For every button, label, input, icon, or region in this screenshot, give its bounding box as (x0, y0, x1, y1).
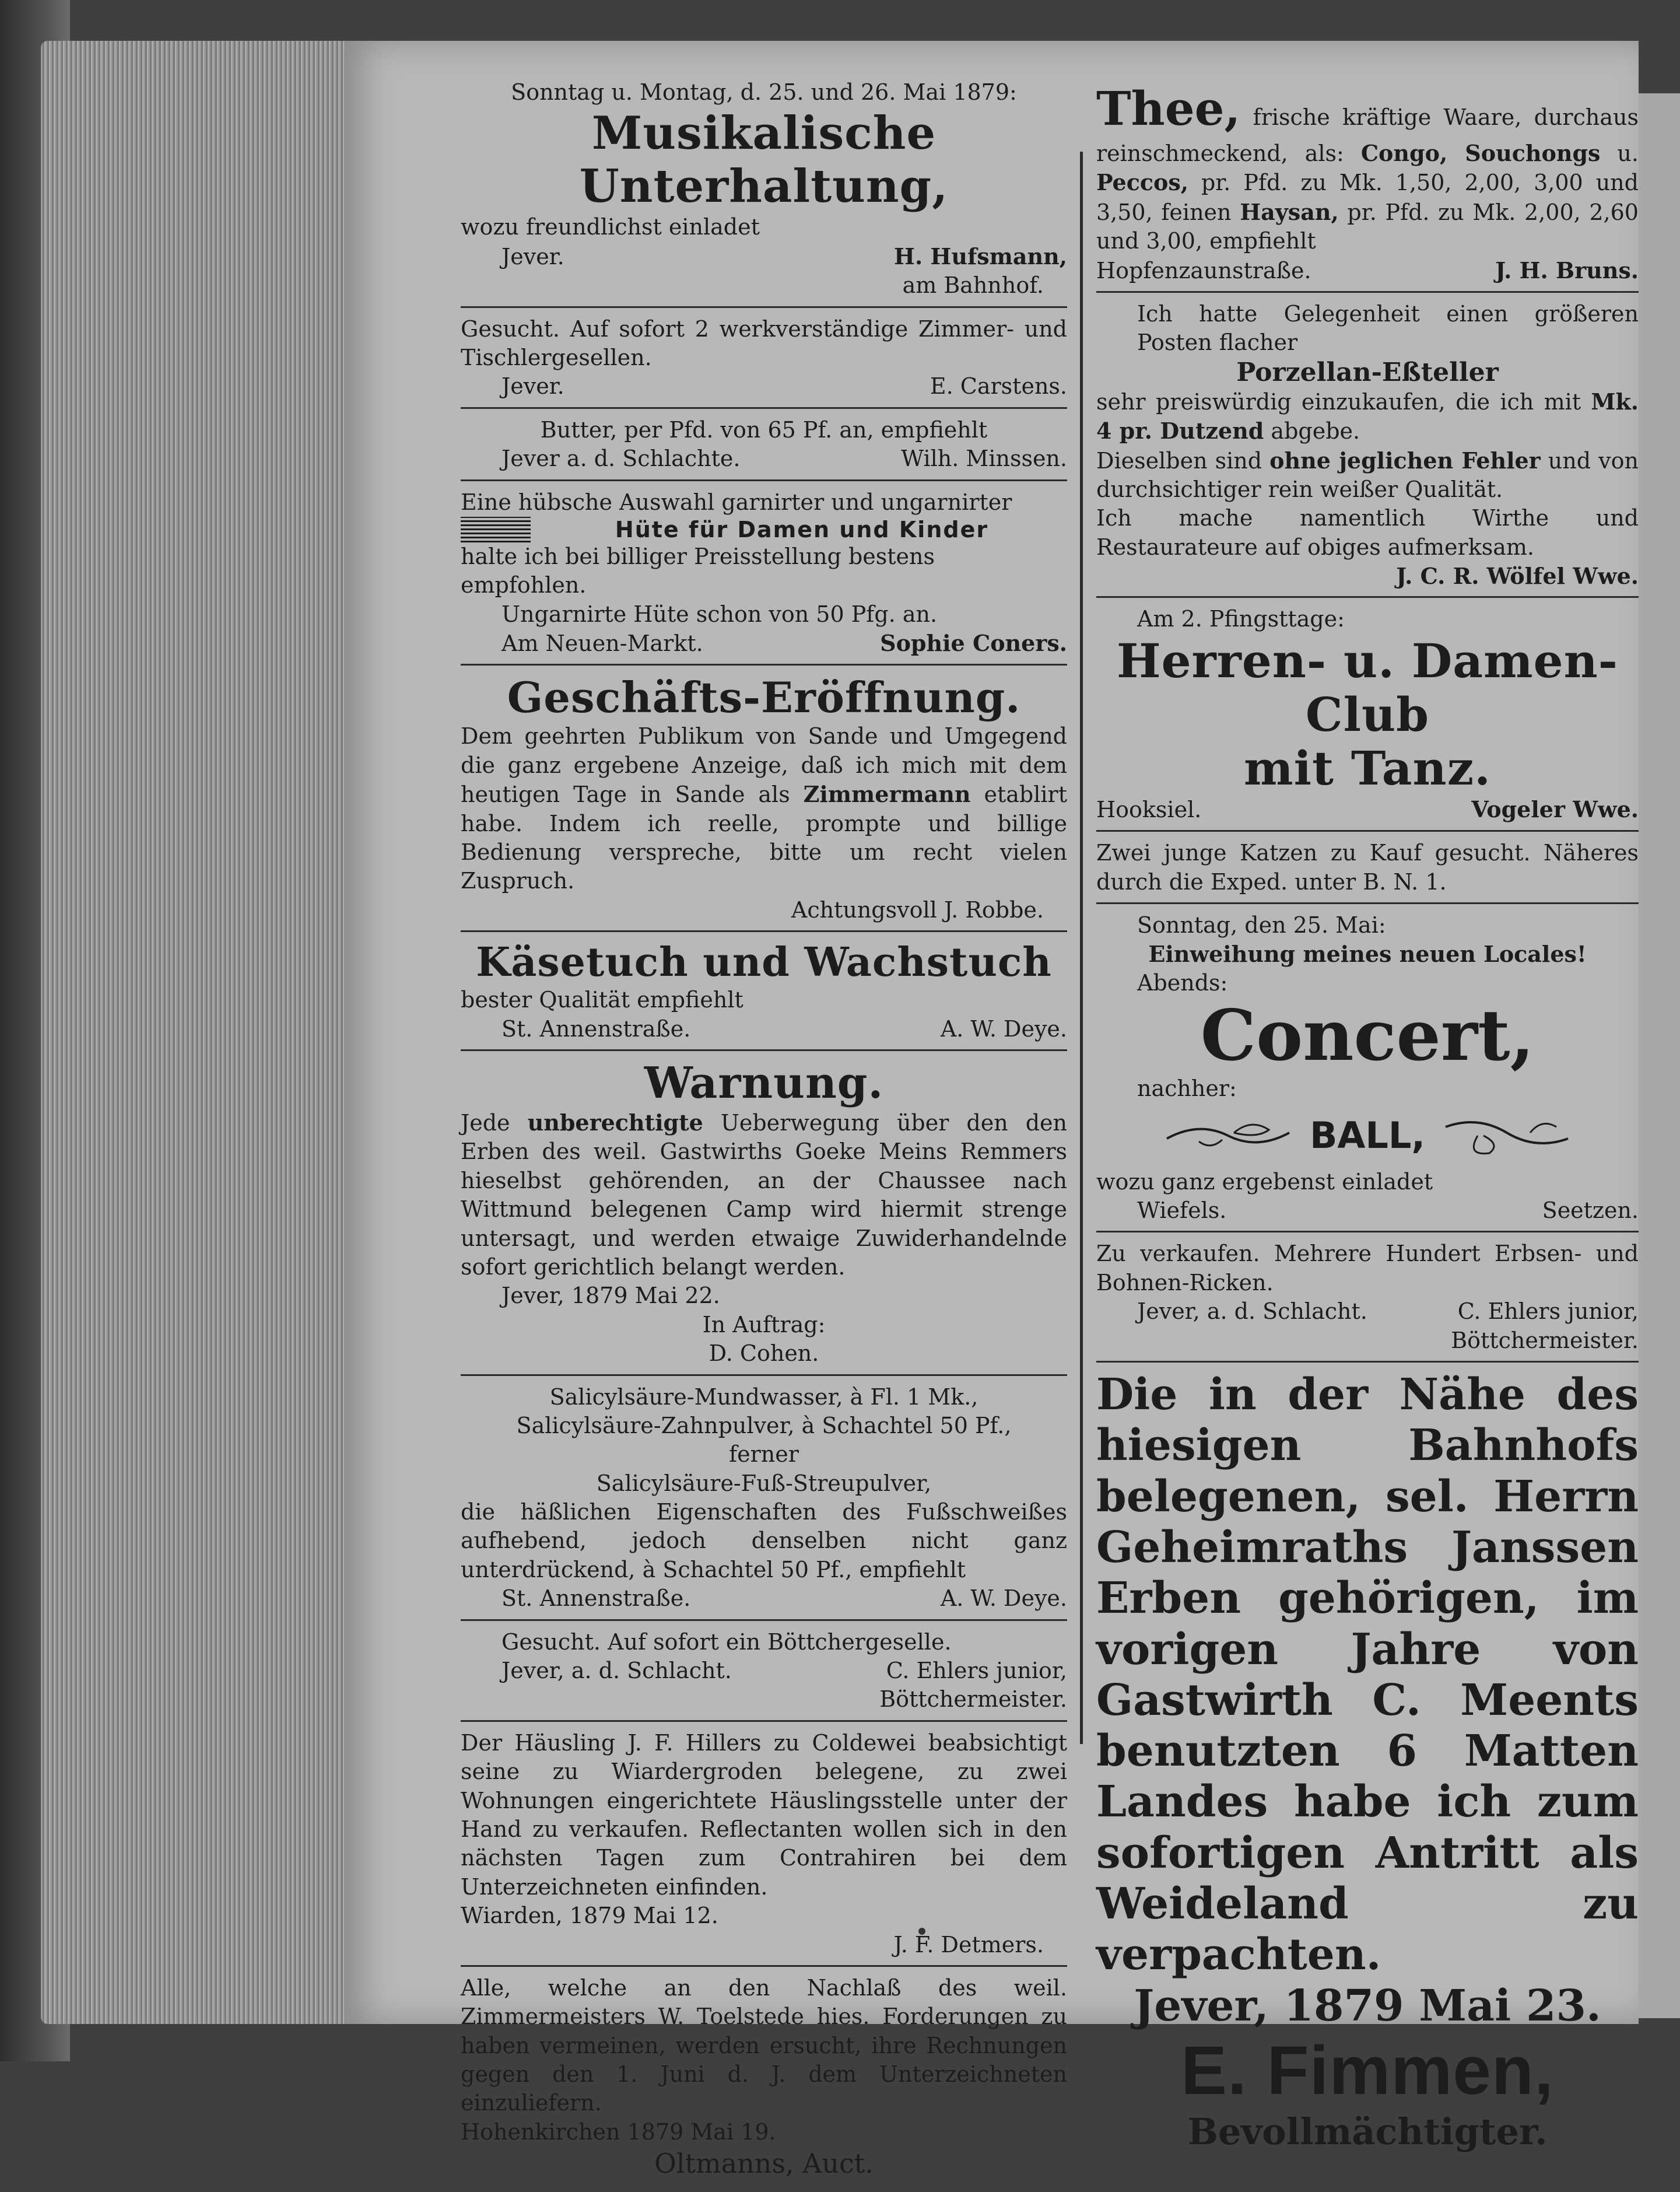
porzellan-b2: ohne jeglichen Fehler (1269, 447, 1541, 474)
concert-nachher: nachher: (1137, 1076, 1237, 1102)
warnung-t2: Ueberwegung über den den Erben des weil. Gastwirths Goeke Meins Remmers hieselbst gehörenden, an der Chaussee nach Wittmund belegenen Camp wird hiermit strenge untersagt, und werden etwaige Zuwiderhandelnde sofort gerichtlich belangt werden. (461, 1109, 1067, 1280)
warnung-title: Warnung. (644, 1058, 884, 1108)
musik-date: Sonntag u. Montag, d. 25. und 26. Mai 1879: (511, 79, 1017, 105)
porzellan-t4: Dieselben sind (1096, 447, 1262, 474)
butter-text: Butter, per Pfd. von 65 Pf. an, empfiehlt (540, 416, 988, 443)
porzellan-t5: und von durchsichtiger rein weißer Qualität. (1096, 447, 1639, 502)
thee-title: Thee, (1096, 81, 1241, 136)
katzen-text: Zwei junge Katzen zu Kauf gesucht. Näheres durch die Exped. unter B. N. 1. (1096, 840, 1639, 895)
huete-name: Sophie Coners. (880, 630, 1067, 657)
club-name: Vogeler Wwe. (1471, 796, 1639, 822)
musik-line: wozu freundlichst einladet (461, 214, 760, 240)
next-page-edge (1639, 93, 1680, 2018)
erbsen-name2: Böttchermeister. (1451, 1327, 1639, 1353)
musik-name: H. Hufsmann, (894, 243, 1067, 269)
ad-katzen (1096, 836, 1639, 904)
ad-nachlass (461, 1972, 1067, 2187)
ad-erbsen (1096, 1237, 1639, 1363)
nachlass-name: Oltmanns, Auct. (654, 2148, 874, 2180)
warnung-t1: Jede (461, 1109, 510, 1136)
huete-line3: Ungarnirte Hüte schon von 50 Pfg. an. (501, 601, 938, 627)
ad-warnung (461, 1056, 1067, 1376)
geschaeft-title: Geschäfts-Eröffnung. (507, 673, 1021, 723)
fimmen-date: Jever, 1879 Mai 23. (1134, 1980, 1601, 2031)
fimmen-sub: Bevollmächtigter. (1187, 2110, 1548, 2153)
club-title2: mit Tanz. (1244, 740, 1491, 796)
club-place: Hooksiel. (1096, 796, 1202, 822)
flourish-left-icon (1164, 1115, 1292, 1156)
ad-porzellan (1096, 297, 1639, 598)
porzellan-t3: abgebe. (1271, 418, 1360, 444)
fimmen-text: Die in der Nähe des hiesigen Bahnhofs belegenen, sel. Herrn Geheimraths Janssen Erben gehörigen, im vorigen Jahre von Gastwirth C. Meents benutzten 6 Matten Landes habe ich zum sofortigen Antritt als Weideland zu verpachten. (1096, 1369, 1639, 1980)
right-column (1096, 76, 1639, 2163)
ad-salicyl (461, 1381, 1067, 1621)
haeusling-date: Wiarden, 1879 Mai 12. (461, 1903, 718, 1929)
salicyl-l2: Salicylsäure-Zahnpulver, à Schachtel 50 Pf., (516, 1412, 1012, 1438)
flourish-right-icon (1443, 1109, 1571, 1162)
haeusling-text: Der Häusling J. F. Hillers zu Coldewei beabsichtigt seine zu Wiardergroden belegene, zu zwei Wohnungen eingerichtete Häuslingsstelle unter der Hand zu verkaufen. Reflectanten wollen sich in den nächsten Tagen zum Contrahiren bei dem Unterzeichneten einfinden. (461, 1729, 1067, 1900)
thee-b3: Haysan, (1240, 198, 1339, 225)
thee-name: J. H. Bruns. (1495, 257, 1639, 283)
huete-band: Hüte für Damen und Kinder (461, 517, 1067, 542)
warnung-bold: unberechtigte (527, 1109, 703, 1136)
geschaeft-text2: etablirt habe. Indem ich reelle, prompte und billige Bedienung verspreche, bitte um recht vielen Zuspruch. (461, 782, 1067, 894)
kaese-name: A. W. Deye. (940, 1016, 1067, 1042)
ad-geschaeft (461, 670, 1067, 932)
gesucht1-place: Jever. (501, 373, 564, 400)
geschaeft-text1: Dem geehrten Publikum von Sande und Umgegend die ganz ergebene Anzeige, daß ich mich mit dem heutigen Tage in Sande als (461, 723, 1067, 808)
warnung-name: D. Cohen. (709, 1340, 819, 1367)
concert-date: Sonntag, den 25. Mai: (1137, 912, 1386, 939)
erbsen-text: Zu verkaufen. Mehrere Hundert Erbsen- und Bohnen-Ricken. (1096, 1241, 1639, 1295)
thee-t1: frische kräftige Waare, durchaus reinschmeckend, als: (1096, 104, 1639, 166)
salicyl-l3: ferner (729, 1441, 799, 1468)
ad-musik (461, 76, 1067, 308)
concert-ball: BALL, (1310, 1114, 1425, 1157)
gesucht2-place: Jever, a. d. Schlacht. (501, 1658, 732, 1684)
gesucht2-name: C. Ehlers junior, (886, 1658, 1067, 1684)
porzellan-title: Porzellan-Eßteller (1236, 357, 1499, 387)
thee-t2: u. (1617, 141, 1639, 166)
fimmen-name: E. Fimmen, (1181, 2032, 1554, 2109)
thee-b2: Peccos, (1096, 169, 1188, 196)
musik-title: Musikalische Unterhaltung, (579, 107, 949, 213)
page-edges (41, 41, 344, 2024)
thee-place: Hopfenzaunstraße. (1096, 257, 1311, 283)
ad-gesucht-boettcher (461, 1626, 1067, 1722)
geschaeft-bold: Zimmermann (803, 781, 971, 808)
concert-line: wozu ganz ergebenst einladet (1096, 1168, 1433, 1195)
kaese-title: Käsetuch und Wachstuch (476, 939, 1052, 986)
ad-thee (1096, 76, 1639, 293)
concert-title: Concert, (1200, 995, 1535, 1077)
club-date: Am 2. Pfingsttage: (1137, 606, 1345, 632)
salicyl-name: A. W. Deye. (940, 1585, 1067, 1612)
geschaeft-sign: Achtungsvoll J. Robbe. (791, 897, 1044, 923)
kaese-place: St. Annenstraße. (501, 1016, 691, 1042)
porzellan-t2: sehr preiswürdig einzukaufen, die ich mit (1096, 388, 1581, 415)
thee-t4: pr. Pfd. zu Mk. 2,00, 2,60 und 3,00, empfiehlt (1096, 199, 1639, 254)
huete-line1: Eine hübsche Auswahl garnirter und ungarnirter (461, 489, 1012, 515)
club-title1: Herren- u. Damen-Club (1117, 633, 1618, 742)
huete-line2: halte ich bei billiger Preisstellung bestens empfohlen. (461, 543, 935, 598)
column-divider (1080, 152, 1083, 1744)
ad-club (1096, 603, 1639, 832)
gesucht1-text: Gesucht. Auf sofort 2 werkverständige Zimmer- und Tischlergesellen. (461, 316, 1067, 370)
concert-place: Wiefels. (1137, 1197, 1227, 1223)
butter-place: Jever a. d. Schlachte. (501, 446, 741, 472)
musik-name2: am Bahnhof. (902, 272, 1044, 299)
erbsen-name: C. Ehlers junior, (1457, 1298, 1639, 1325)
porzellan-t1: Ich hatte Gelegenheit einen größeren Posten flacher (1137, 300, 1639, 356)
huete-place: Am Neuen-Markt. (501, 631, 703, 657)
musik-place: Jever. (501, 243, 564, 269)
gesucht1-name: E. Carstens. (930, 373, 1067, 400)
concert-abends: Abends: (1137, 969, 1228, 996)
ad-fimmen (1096, 1367, 1639, 2159)
ad-butter (461, 414, 1067, 481)
nachlass-date: Hohenkirchen 1879 Mai 19. (461, 2119, 776, 2145)
haeusling-name: J. F. Detmers. (893, 1931, 1044, 1958)
nachlass-text: Alle, welche an den Nachlaß des weil. Zimmermeisters W. Toelstede hies. Forderungen zu haben vermeinen, werden ersucht, ihre Rechnungen gegen den 1. Juni d. J. dem Unterzeichneten einzuliefern. (461, 1974, 1067, 2116)
salicyl-l4: Salicylsäure-Fuß-Streupulver, (596, 1470, 932, 1496)
ad-huete (461, 486, 1067, 666)
salicyl-text: die häßlichen Eigenschaften des Fußschweißes aufhebend, jedoch denselben nicht ganz unterdrückend, à Schachtel 50 Pf., empfiehlt (461, 1499, 1067, 1582)
ad-gesucht-zimmer (461, 313, 1067, 409)
gesucht2-name2: Böttchermeister. (879, 1686, 1067, 1713)
thee-b1: Congo, Souchongs (1360, 140, 1601, 166)
porzellan-b1: Mk. 4 pr. Dutzend (1096, 388, 1639, 444)
kaese-line: bester Qualität empfiehlt (461, 987, 743, 1013)
left-column (461, 76, 1067, 2192)
thee-t3: pr. Pfd. zu Mk. 1,50, 2,00, 3,00 und 3,50, feinen (1096, 170, 1639, 225)
erbsen-place: Jever, a. d. Schlacht. (1137, 1298, 1367, 1325)
salicyl-place: St. Annenstraße. (501, 1585, 691, 1612)
concert-name: Seetzen. (1542, 1197, 1639, 1223)
warnung-auftrag: In Auftrag: (702, 1311, 826, 1337)
gesucht2-text: Gesucht. Auf sofort ein Böttchergeselle. (501, 1629, 952, 1655)
salicyl-l1: Salicylsäure-Mundwasser, à Fl. 1 Mk., (549, 1384, 978, 1410)
porzellan-name: J. C. R. Wölfel Wwe. (1396, 563, 1639, 590)
porzellan-t6: Ich mache namentlich Wirthe und Restaurateure auf obiges aufmerksam. (1096, 505, 1639, 560)
butter-name: Wilh. Minssen. (901, 446, 1067, 472)
warnung-date: Jever, 1879 Mai 22. (501, 1283, 720, 1309)
ad-concert (1096, 909, 1639, 1232)
ad-kaese (461, 937, 1067, 1051)
concert-bold: Einweihung meines neuen Locales! (1148, 941, 1587, 968)
ad-haeusling (461, 1727, 1067, 1967)
